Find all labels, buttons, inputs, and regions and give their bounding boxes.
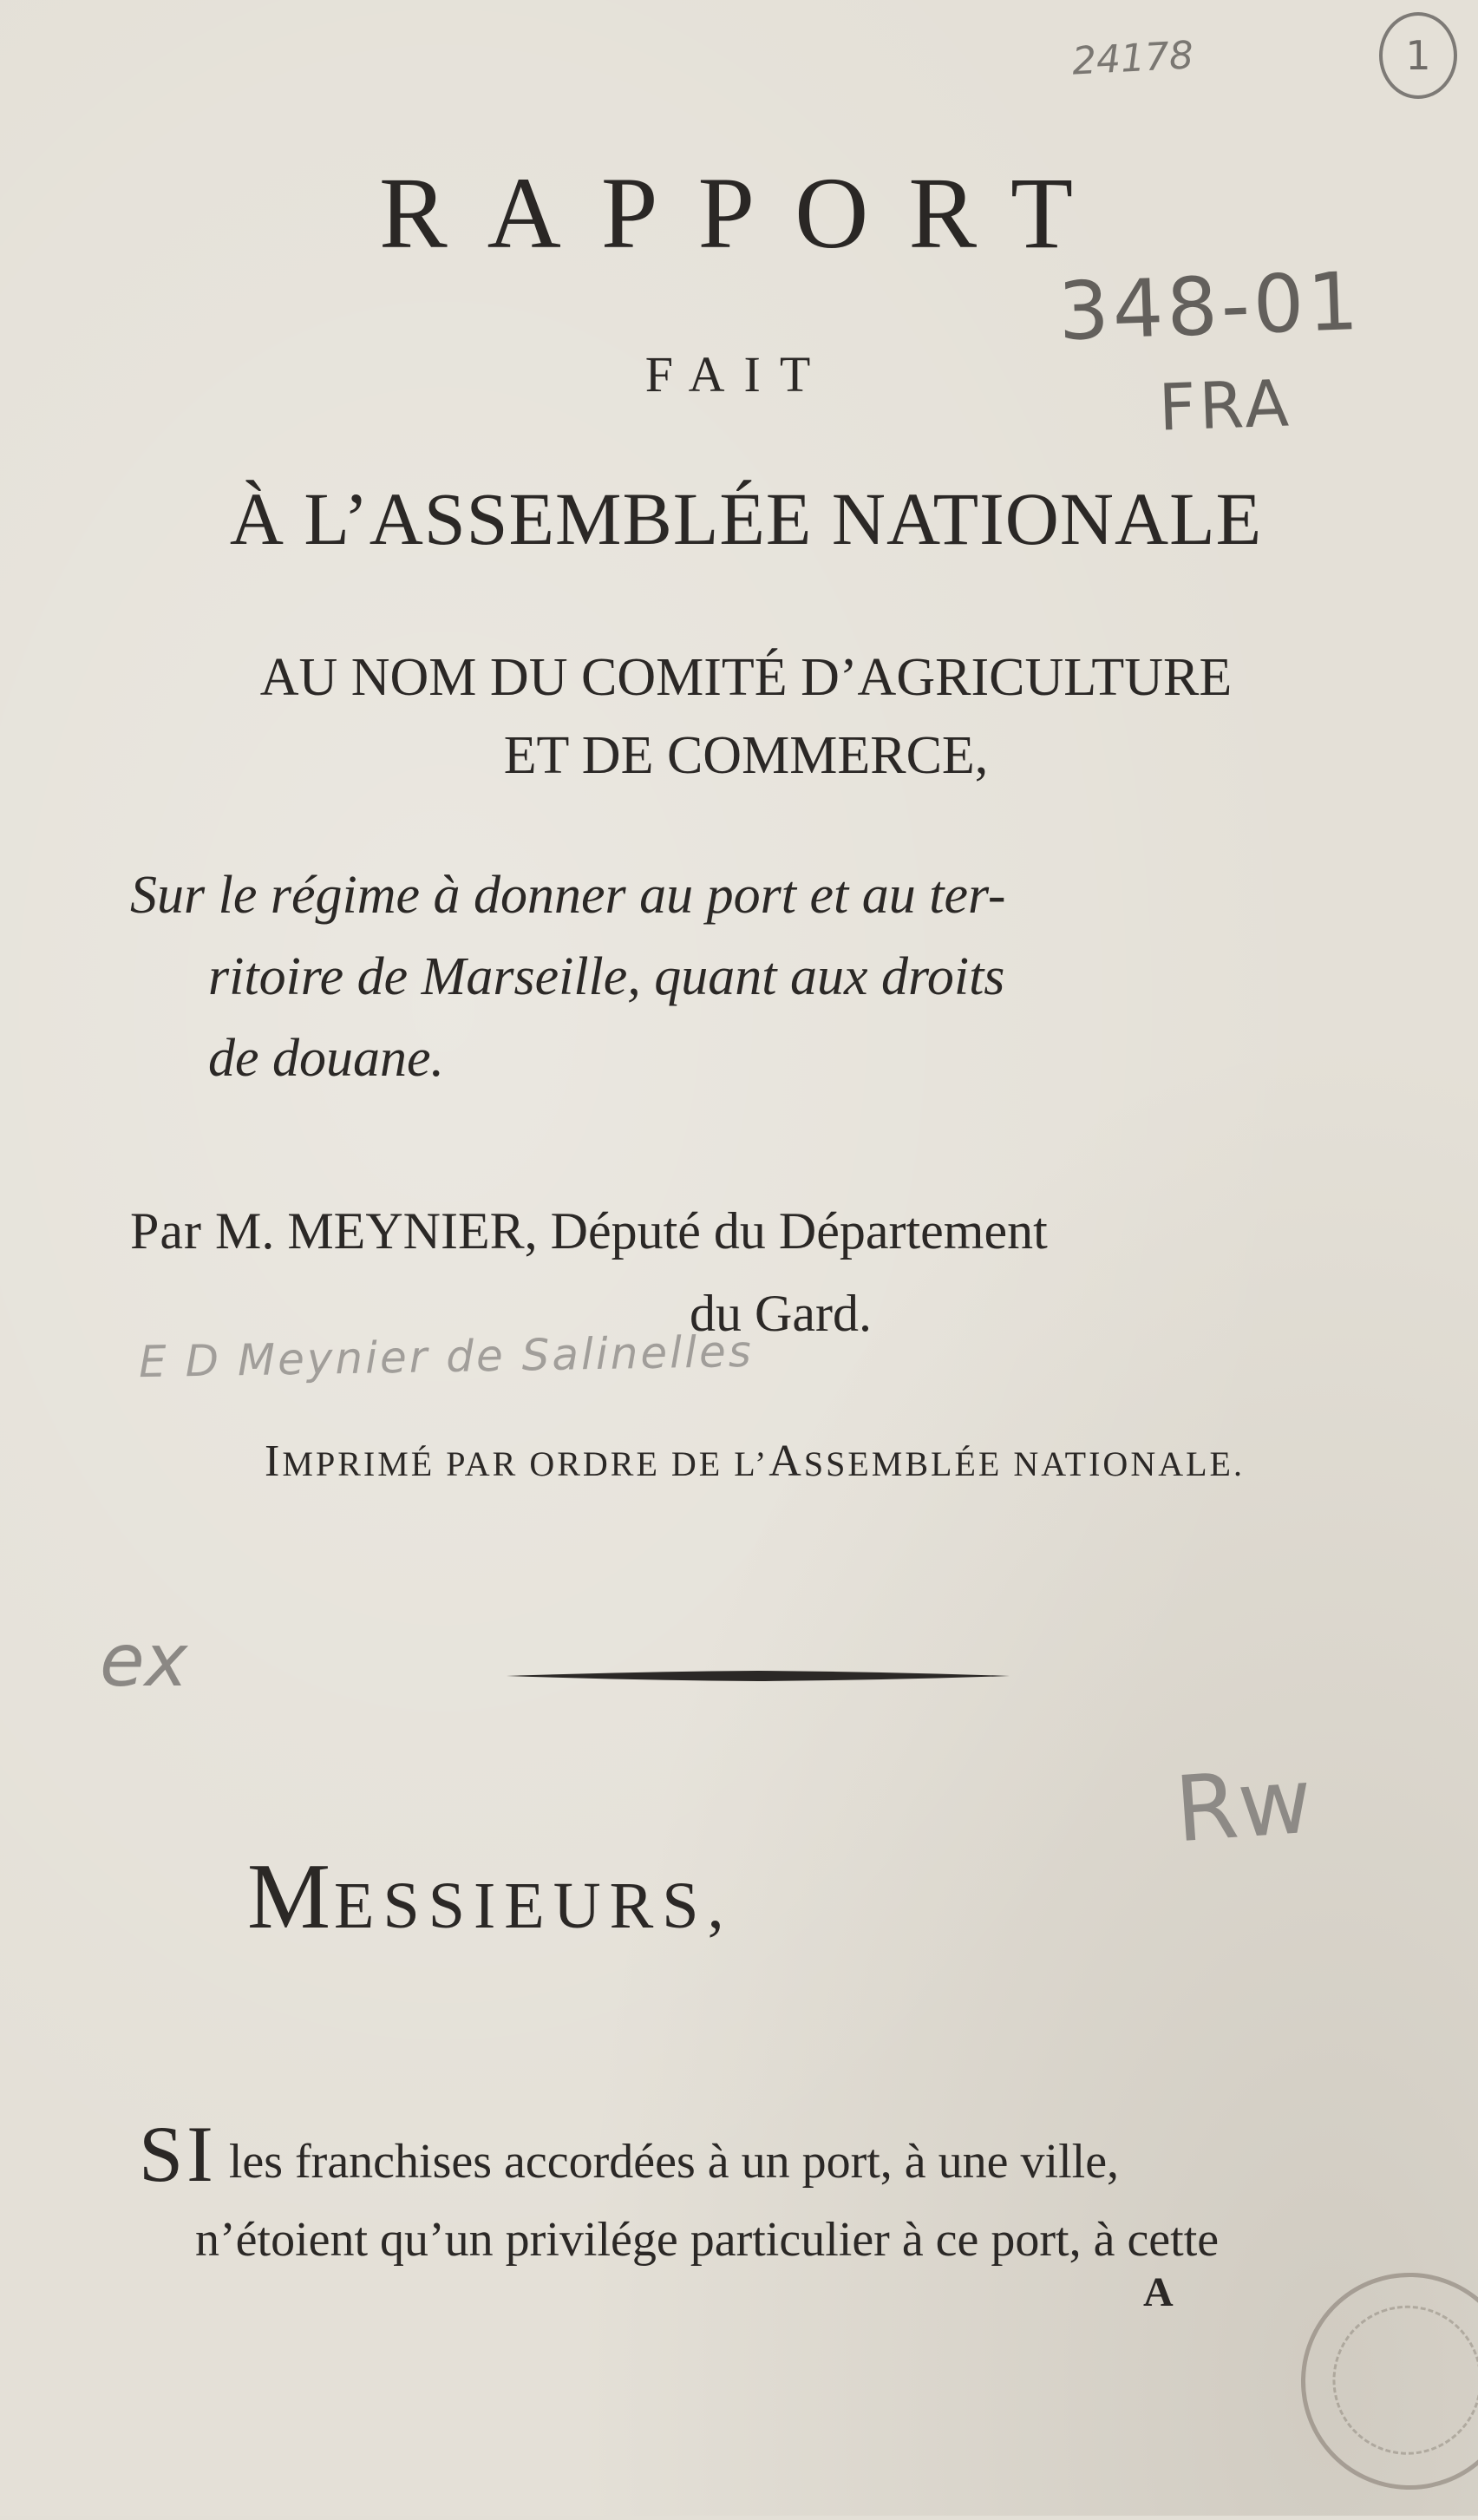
printed-by-cap-1: I: [265, 1437, 283, 1486]
printed-by-cap-2: A: [768, 1437, 804, 1486]
shelf-number-annotation: 24178: [1070, 33, 1195, 84]
committee-line-2: ET DE COMMERCE,: [503, 726, 989, 785]
document-subtitle: FAIT: [644, 346, 830, 403]
initials-annotation: Rw: [1171, 1747, 1316, 1863]
body-line-1-text: les franchises accordées à un port, à une ville,: [228, 2135, 1120, 2189]
subject-paragraph: [130, 854, 1362, 1099]
subject-line-1: Sur le régime à donner au port et au ter-: [130, 866, 1006, 925]
body-line-2: n’étoient qu’un privilége particulier à ce port, à cette: [195, 2213, 1220, 2267]
printed-by-text: MPRIMÉ PAR ORDRE DE L’: [282, 1444, 769, 1483]
decorative-rule: [507, 1670, 1010, 1682]
subject-line-3: de douane.: [208, 1029, 445, 1088]
salutation: [247, 1843, 733, 1951]
body-drop-cap: SI: [139, 2110, 217, 2198]
handwritten-name-annotation: E D Meynier de Salinelles: [138, 1325, 755, 1388]
page-number-circle: 1: [1379, 12, 1457, 99]
author-par: Par: [130, 1202, 202, 1260]
library-stamp: [1271, 2242, 1478, 2520]
printed-by-line: [182, 1436, 1327, 1487]
document-title: RAPPORT: [378, 156, 1114, 270]
library-stamp-inner-ring: [1311, 2285, 1478, 2476]
ex-annotation: ex: [100, 1618, 188, 1703]
subject-line-2: ritoire de Marseille, quant aux droits: [208, 947, 1005, 1006]
author-line-2: du Gard.: [690, 1285, 872, 1342]
signature-mark: A: [1143, 2269, 1174, 2315]
author-text: M. MEYNIER, Député du Département: [214, 1202, 1048, 1260]
committee-line-1: AU NOM DU COMITÉ D’AGRICULTURE: [259, 648, 1233, 707]
salutation-capital: M: [247, 1845, 335, 1948]
printed-by-end: SSEMBLÉE NATIONALE.: [803, 1444, 1245, 1483]
call-number-suffix-annotation: FRA: [1157, 366, 1294, 446]
author-line: [130, 1201, 1362, 1261]
call-number-annotation: 348-01: [1056, 254, 1364, 359]
body-line-1: [139, 2108, 1388, 2200]
salutation-text: ESSIEURS,: [334, 1869, 733, 1942]
addressee-heading: À L’ASSEMBLÉE NATIONALE: [229, 477, 1263, 560]
